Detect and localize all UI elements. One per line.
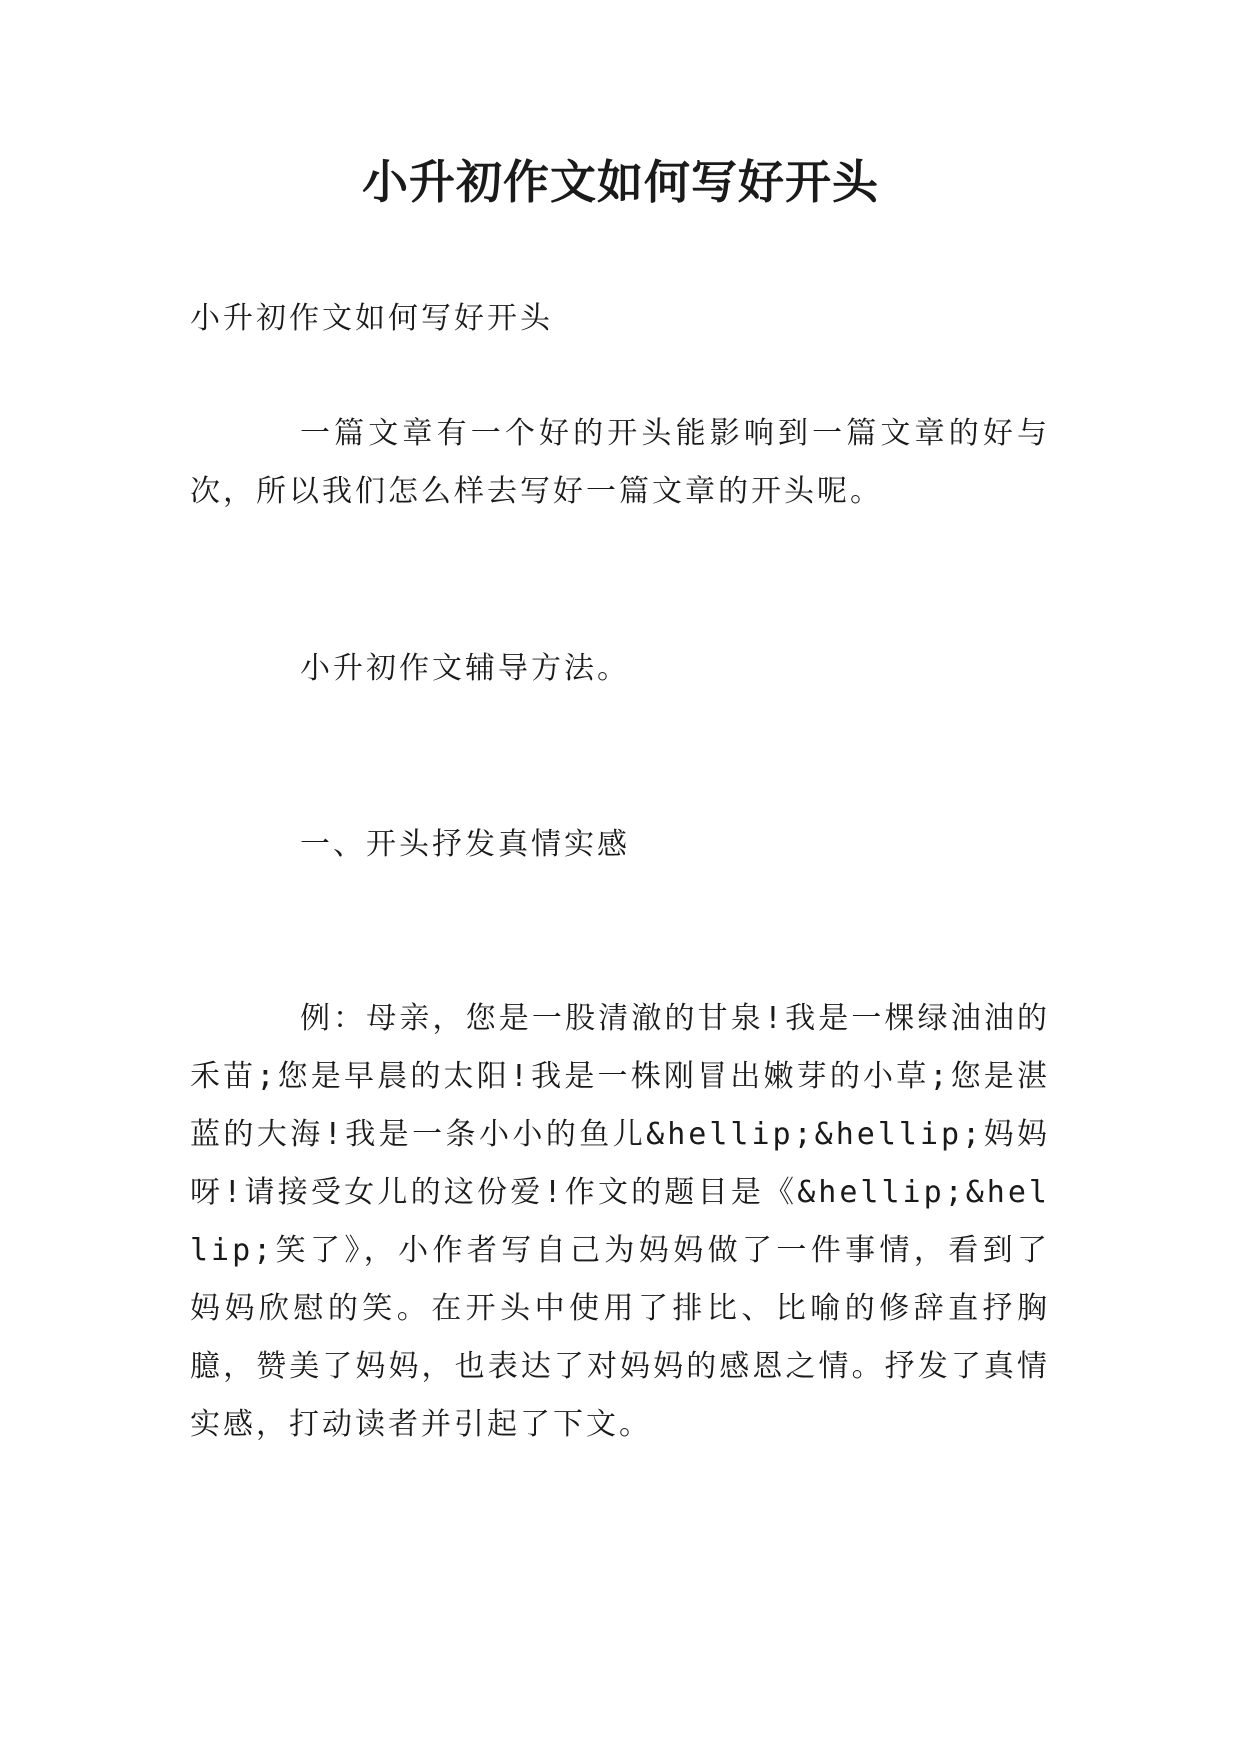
page-title: 小升初作文如何写好开头 — [362, 155, 879, 209]
paragraph-example: 例：母亲，您是一股清澈的甘泉!我是一棵绿油油的禾苗;您是早晨的太阳!我是一株刚冒出嫩芽的小草;您是湛蓝的大海!我是一条小小的鱼儿&hellip;&hellip;妈妈呀!请接受女儿的这份爱!作文的题目是《&hellip;&hellip;笑了》，小作者写自己为妈妈做了一件事情，看到了妈妈欣慰的笑。在开头中使用了排比、比喻的修辞直抒胸臆，赞美了妈妈，也表达了对妈妈的感恩之情。抒发了真情实感，打动读者并引起了下文。 — [190, 1001, 1050, 1442]
paragraph-intro: 一篇文章有一个好的开头能影响到一篇文章的好与次，所以我们怎么样去写好一篇文章的开头呢。 — [190, 416, 1050, 509]
paragraph-method: 小升初作文辅导方法。 — [300, 651, 630, 686]
section-heading: 一、开头抒发真情实感 — [300, 827, 630, 862]
document-subtitle: 小升初作文如何写好开头 — [190, 301, 553, 336]
